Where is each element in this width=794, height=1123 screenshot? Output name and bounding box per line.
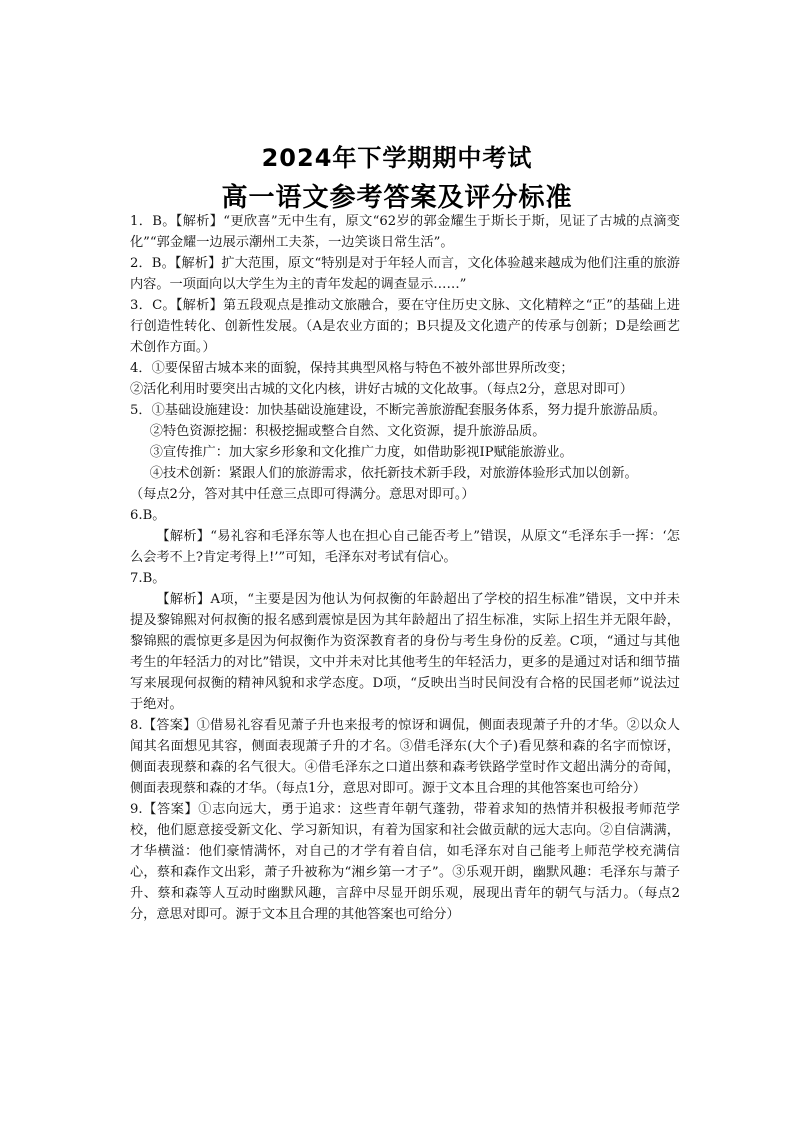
answer-item-4-point-1: 4．①要保留古城本来的面貌，保持其典型风格与特色不被外部世界所改变；: [130, 361, 574, 376]
answer-item-5-scoring: （每点2分，答对其中任意三点即可得满分。意思对即可。）: [130, 487, 475, 502]
answer-item-5-point-3: ③宣传推广：加大家乡形象和文化推广力度，如借助影视IP赋能旅游业。: [149, 445, 573, 460]
answer-item-8: 8.【答案】①借易礼容看见萧子升也来报考的惊讶和调侃，侧面表现萧子升的才华。②以众人闻其名面想见其容，侧面表现萧子升的才名。③借毛泽东(大个子)看见蔡和森的名字而惊讶，侧面表现蔡和森的名气很大。④借毛泽东之口道出蔡和森考铁路学堂时作文超出满分的奇闻，侧面表现蔡和森的才华。（每点1分，意思对即可。源于文本且合理的其他答案也可给分）: [130, 718, 680, 796]
answer-item-7: 7.B。: [130, 571, 166, 586]
answer-key-title: 高一语文参考答案及评分标准: [221, 183, 573, 213]
answer-item-6: 6.B。: [130, 508, 166, 523]
answer-item-7-analysis: 【解析】A项，“主要是因为他认为何叔衡的年龄超出了学校的招生标准”错误，文中并未提及黎锦熙对何叔衡的报名感到震惊是因为其年龄超出了招生标准，实际上招生并无限年龄，黎锦熙的震惊更多是因为何叔衡作为资深教育者的身份与考生身份的反差。C项，“通过与其他考生的年轻活力的对比”错误，文中并未对比其他考生的年轻活力，更多的是通过对话和细节描写来展现何叔衡的精神风貌和求学态度。D项，“反映出当时民间没有合格的民国老师”说法过于绝对。: [130, 592, 680, 712]
answer-item-1: 1．B。【解析】“更欣喜”无中生有，原文“62岁的郭金耀生于斯长于斯，见证了古城的点滴变化”“郭金耀一边展示潮州工夫茶，一边笑谈日常生活”。: [130, 214, 680, 250]
answer-item-6-analysis: 【解析】“易礼容和毛泽东等人也在担心自己能否考上”错误，从原文“毛泽东手一挥：‘怎么会考不上?肯定考得上!’”可知，毛泽东对考试有信心。: [130, 529, 680, 565]
exam-title: 2024年下学期期中考试: [261, 144, 533, 172]
answer-item-3: 3．C。【解析】第五段观点是推动文旅融合，要在守住历史文脉、文化精粹之“正”的基础上进行创造性转化、创新性发展。（A是农业方面的；B只提及文化遗产的传承与创新；D是绘画艺术创作方面。）: [130, 298, 680, 355]
answer-item-4-point-2: ②活化利用时要突出古城的文化内核，讲好古城的文化故事。（每点2分，意思对即可）: [130, 382, 633, 397]
answer-item-5-point-4: ④技术创新：紧跟人们的旅游需求，依托新技术新手段，对旅游体验形式加以创新。: [149, 466, 638, 481]
answer-item-2: 2．B。【解析】扩大范围，原文“特别是对于年轻人而言，文化体验越来越成为他们注重的旅游内容。一项面向以大学生为主的青年发起的调查显示……”: [130, 256, 680, 292]
answer-content: [130, 211, 680, 925]
title-block: [0, 140, 794, 218]
answer-item-5-point-2: ②特色资源挖掘：积极挖掘或整合自然、文化资源，提升旅游品质。: [149, 424, 546, 439]
answer-item-9: 9.【答案】①志向远大，勇于追求：这些青年朝气蓬勃，带着求知的热情并积极报考师范学校，他们愿意接受新文化、学习新知识，有着为国家和社会做贡献的远大志向。②自信满满，才华横溢：他们豪情满怀，对自己的才学有着自信，如毛泽东对自己能考上师范学校充满信心，蔡和森作文出彩，萧子升被称为“湘乡第一才子”。③乐观开朗，幽默风趣：毛泽东与萧子升、蔡和森等人互动时幽默风趣，言辞中尽显开朗乐观，展现出青年的朝气与活力。（每点2分，意思对即可。源于文本且合理的其他答案也可给分）: [130, 802, 680, 922]
answer-item-5-point-1: 5．①基础设施建设：加快基础设施建设，不断完善旅游配套服务体系，努力提升旅游品质。: [130, 403, 666, 418]
